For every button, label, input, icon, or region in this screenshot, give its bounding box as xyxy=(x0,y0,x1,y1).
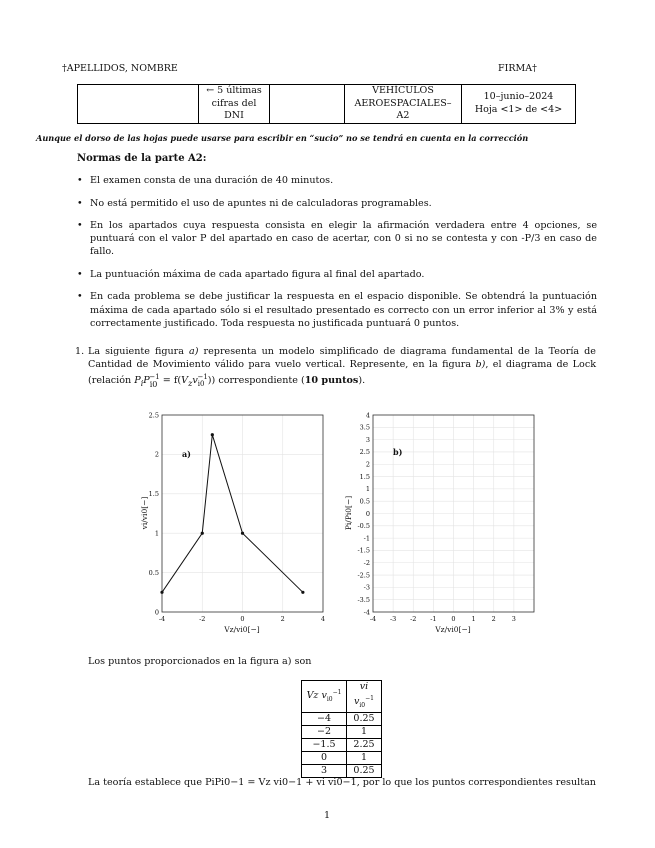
points-intro: Los puntos proporcionados en la figura a) son xyxy=(88,656,312,667)
y-tick-label: -2.5 xyxy=(357,571,370,580)
table-row: −4 0.25 xyxy=(302,713,382,726)
rule-item: • En los apartados cuya respuesta consista en elegir la afirmación verdadera entre 4 opciones, se puntuará con el valor P del apartado en caso de acertar, con 0 si no se contesta y con -P/3 en caso de fallo. xyxy=(77,219,597,259)
dni-instruction-cell: ← 5 últimas cifras del DNI xyxy=(199,85,270,124)
rules-list xyxy=(77,174,597,339)
figure-b-ylabel: Pi/Pi0[−] xyxy=(344,495,353,531)
figure-b-xlabel: Vz/vi0[−] xyxy=(435,625,471,634)
rule-item: • El examen consta de una duración de 40 minutos. xyxy=(77,174,597,187)
y-tick-label: 0.5 xyxy=(359,497,370,506)
y-tick-label: 0 xyxy=(154,608,159,617)
points-table-header: Vz $v_{i0}^{-1}$ vi $v_{i0}^{-1}$ xyxy=(302,681,382,713)
y-tick-label: 3.5 xyxy=(359,423,370,432)
y-tick-label: -0.5 xyxy=(357,522,370,531)
date-sheet-cell: 10–junio–2024 Hoja <1> de <4> xyxy=(462,85,576,124)
data-point xyxy=(241,532,244,535)
y-tick-label: -3 xyxy=(363,583,370,592)
x-tick-label: -4 xyxy=(369,615,377,623)
table-row: −1.5 2.25 xyxy=(302,739,382,752)
dni-box xyxy=(270,85,345,124)
figure-a-ticks xyxy=(149,411,325,623)
figure-b-ticks xyxy=(357,411,515,623)
data-point xyxy=(211,433,214,436)
y-tick-label: 1.5 xyxy=(359,472,370,481)
y-tick-label: 0 xyxy=(365,509,370,518)
y-tick-label: 3 xyxy=(365,435,370,444)
y-tick-label: -1.5 xyxy=(357,546,370,555)
x-tick-label: -1 xyxy=(430,615,437,623)
x-tick-label: 1 xyxy=(471,615,476,623)
table-row: 3 0.25 xyxy=(302,765,382,778)
points-table xyxy=(301,680,382,778)
y-tick-label: 4 xyxy=(365,411,370,420)
y-tick-label: 0.5 xyxy=(148,568,159,577)
x-tick-label: 2 xyxy=(491,615,496,623)
problem-statement: La siguiente figura a) representa un modelo simplificado de diagrama fundamental de la Teoría de Cantidad de Movimiento válido para vuelo vertical. Represente, en la figura b), el diagrama de Lock (relación $P_iP_{i0}^{-1} = f(V_zv_{i0}^{-1})$) correspondiente (10 puntos). xyxy=(88,346,597,389)
y-tick-label: -1 xyxy=(363,534,370,543)
table-row: 0 1 xyxy=(302,752,382,765)
data-point xyxy=(301,591,304,594)
header-table xyxy=(77,84,576,124)
x-tick-label: 2 xyxy=(280,615,285,623)
subject-cell: VEHÍCULOS AEROESPACIALES– A2 xyxy=(345,85,462,124)
figure-a-ylabel: vi/vi0[−] xyxy=(140,496,149,530)
y-tick-label: 2.5 xyxy=(148,411,159,420)
x-tick-label: 0 xyxy=(240,615,245,623)
figure-b-grid xyxy=(373,415,534,612)
x-tick-label: -3 xyxy=(389,615,397,623)
x-tick-label: -2 xyxy=(410,615,417,623)
y-tick-label: 2 xyxy=(365,460,370,469)
signature-field-label: FIRMA† xyxy=(498,63,537,74)
y-tick-label: -4 xyxy=(363,608,370,617)
rule-item: • La puntuación máxima de cada apartado figura al final del apartado. xyxy=(77,268,597,281)
y-tick-label: 2 xyxy=(154,450,159,459)
x-tick-label: -4 xyxy=(158,615,166,623)
page-number: 1 xyxy=(324,810,331,821)
figure-a-panel-label: a) xyxy=(182,449,191,459)
warning-note: Aunque el dorso de las hojas puede usarse para escribir en “sucio” no se tendrá en cuenta en la corrección xyxy=(36,133,529,143)
figure-a-xlabel: Vz/vi0[−] xyxy=(224,625,260,634)
x-tick-label: 0 xyxy=(451,615,456,623)
name-field-label: †APELLIDOS, NOMBRE xyxy=(62,63,178,74)
figure-b-chart xyxy=(340,405,555,640)
rules-title: Normas de la parte A2: xyxy=(77,153,207,164)
rule-item: • En cada problema se debe justificar la respuesta en el espacio disponible. Se obtendrá la puntuación máxima de cada apartado sólo si el resultado presentado es correcto con un error inferior al 3% y está correctamente justificado. Toda respuesta no justificada puntuará 0 puntos. xyxy=(77,290,597,330)
y-tick-label: 1 xyxy=(154,529,159,538)
problem-number: 1. xyxy=(75,346,85,357)
y-tick-label: 1 xyxy=(365,485,370,494)
problem-1 xyxy=(75,345,596,392)
rule-item: • No está permitido el uso de apuntes ni de calculadoras programables. xyxy=(77,197,597,210)
y-tick-label: 2.5 xyxy=(359,448,370,457)
table-row: −2 1 xyxy=(302,726,382,739)
figure-a-chart xyxy=(130,405,345,640)
name-box xyxy=(78,85,199,124)
figure-b-panel-label: b) xyxy=(393,447,403,457)
theory-statement: La teoría establece que PiPi0−1 = Vz vi0−1 + vi vi0−1, por lo que los puntos correspondientes resultan xyxy=(88,777,596,788)
x-tick-label: -2 xyxy=(199,615,206,623)
y-tick-label: -2 xyxy=(363,559,370,568)
data-point xyxy=(201,532,204,535)
x-tick-label: 4 xyxy=(320,615,326,623)
figure-a-grid xyxy=(162,415,323,612)
y-tick-label: 1.5 xyxy=(148,490,159,499)
y-tick-label: -3.5 xyxy=(357,595,370,604)
x-tick-label: 3 xyxy=(511,615,516,623)
data-point xyxy=(160,591,163,594)
